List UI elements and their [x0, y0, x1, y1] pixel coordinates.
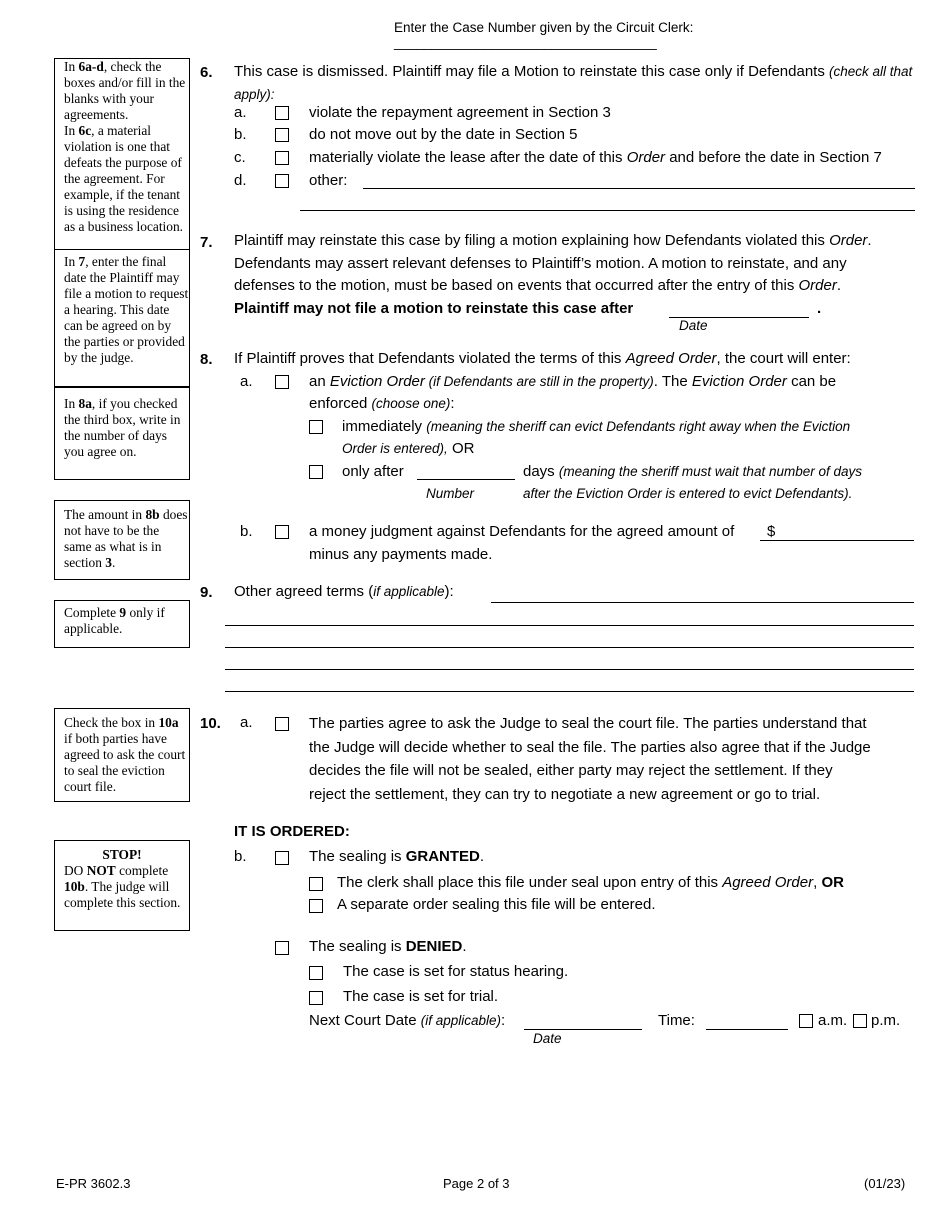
- footer-form-number: E-PR 3602.3: [56, 1176, 131, 1191]
- dollar-sign: $: [767, 523, 776, 540]
- footer-page-number: Page 2 of 3: [443, 1176, 510, 1191]
- option-immediately-line-2: Order is entered), OR: [342, 440, 475, 457]
- item-6b-text: do not move out by the date in Section 5: [309, 126, 578, 143]
- case-number-label: Enter the Case Number given by the Circuit Clerk: ___________________________________: [394, 20, 694, 50]
- checkbox-10a[interactable]: [275, 717, 289, 731]
- item-6d-letter: d.: [234, 172, 247, 189]
- checkbox-sealing-denied[interactable]: [275, 941, 289, 955]
- checkbox-am[interactable]: [799, 1014, 813, 1028]
- item-6b-letter: b.: [234, 126, 247, 143]
- other-terms-line-1[interactable]: [491, 602, 914, 603]
- number-caption: Number: [426, 486, 475, 501]
- it-is-ordered: IT IS ORDERED:: [234, 823, 350, 840]
- item-6d-text: other:: [309, 172, 348, 189]
- checkbox-sealing-granted[interactable]: [275, 851, 289, 865]
- status-hearing-text: The case is set for status hearing.: [343, 963, 569, 980]
- sealing-granted-label: The sealing is GRANTED.: [309, 848, 485, 865]
- section-7-period: .: [817, 300, 822, 317]
- checkbox-8a[interactable]: [275, 375, 289, 389]
- note-stop: STOP! DO NOT complete 10b. The judge will complete this section.: [54, 840, 190, 931]
- section-9-label: Other agreed terms (if applicable):: [234, 583, 454, 600]
- other-terms-line-2[interactable]: [225, 625, 914, 626]
- note-8b: The amount in 8b does not have to be the same as what is in section 3.: [54, 500, 190, 580]
- section-6-number: 6.: [200, 64, 213, 81]
- time-label: Time:: [658, 1012, 695, 1029]
- other-line-1[interactable]: [363, 188, 915, 189]
- note-9: Complete 9 only if applicable.: [54, 600, 190, 648]
- pm-label: p.m.: [871, 1012, 901, 1029]
- footer-revision: (01/23): [864, 1176, 906, 1191]
- checkbox-clerk-seal[interactable]: [309, 877, 323, 891]
- checkbox-8a-immediately[interactable]: [309, 420, 323, 434]
- section-7-number: 7.: [200, 234, 213, 251]
- section-9-number: 9.: [200, 584, 213, 601]
- section-8-number: 8.: [200, 351, 213, 368]
- item-8b-line-2: minus any payments made.: [309, 546, 493, 563]
- trial-text: The case is set for trial.: [343, 988, 499, 1005]
- time-field[interactable]: [706, 1029, 788, 1030]
- clerk-seal-text: The clerk shall place this file under seal upon entry of this Agreed Order, OR: [337, 874, 844, 891]
- next-court-date-field[interactable]: [524, 1029, 642, 1030]
- other-terms-line-3[interactable]: [225, 647, 914, 648]
- section-6-intro: This case is dismissed. Plaintiff may file a Motion to reinstate this case only if Defendants (check all that apply):: [234, 63, 913, 102]
- note-10a: Check the box in 10a if both parties have agreed to ask the court to seal the eviction court file.: [54, 708, 190, 802]
- checkbox-separate-order[interactable]: [309, 899, 323, 913]
- note-6: In 6a-d, check the boxes and/or fill in the blanks with your agreements. In 6c, a material violation is one that defeats the purpose of the agreement. For example, if the tenant is using the residence as a business location.: [54, 58, 190, 250]
- other-terms-line-4[interactable]: [225, 669, 914, 670]
- checkbox-status-hearing[interactable]: [309, 966, 323, 980]
- option-only-after-text-1: days (meaning the sheriff must wait that number of days: [523, 463, 863, 480]
- date-caption-10: Date: [533, 1031, 562, 1046]
- item-8a-line-2: enforced (choose one):: [309, 395, 455, 412]
- next-court-date-label: Next Court Date (if applicable):: [309, 1012, 506, 1029]
- item-6c-letter: c.: [234, 149, 246, 166]
- checkbox-6a[interactable]: [275, 106, 289, 120]
- item-8a-letter: a.: [240, 373, 253, 390]
- item-8b-line-1: a money judgment against Defendants for the agreed amount of: [309, 523, 735, 540]
- other-terms-line-5[interactable]: [225, 691, 914, 692]
- checkbox-8a-only-after[interactable]: [309, 465, 323, 479]
- checkbox-6d[interactable]: [275, 174, 289, 188]
- section-7-line-2: Defendants may assert relevant defenses to Plaintiff’s motion. A motion to reinstate, and any: [234, 255, 847, 272]
- item-10a-letter: a.: [240, 714, 253, 731]
- checkbox-pm[interactable]: [853, 1014, 867, 1028]
- section-7-line-1: Plaintiff may reinstate this case by filing a motion explaining how Defendants violated this Order.: [234, 232, 872, 249]
- section-7-line-4: Plaintiff may not file a motion to reinstate this case after: [234, 300, 634, 317]
- checkbox-trial[interactable]: [309, 991, 323, 1005]
- option-only-after-label: only after: [342, 463, 404, 480]
- section-8-intro: If Plaintiff proves that Defendants violated the terms of this Agreed Order, the court will enter:: [234, 350, 851, 367]
- checkbox-6b[interactable]: [275, 128, 289, 142]
- item-8b-letter: b.: [240, 523, 253, 540]
- note-7: In 7, enter the final date the Plaintiff may file a motion to request a hearing. This date can be agreed on by the parties or provided by the judge.: [54, 250, 190, 387]
- am-label: a.m.: [818, 1012, 848, 1029]
- note-8a: In 8a, if you checked the third box, write in the number of days you agree on.: [54, 387, 190, 480]
- section-10-number: 10.: [200, 715, 221, 732]
- item-10a-text: The parties agree to ask the Judge to seal the court file. The parties understand that the Judge will decide whether to seal the file. The parties also agree that if the Judge decides the file will not be sealed, either party may reject the settlement. If they reject the settlement, they can try to negotiate a new agreement or go to trial.: [309, 715, 871, 803]
- option-immediately-line-1: immediately (meaning the sheriff can evict Defendants right away when the Eviction: [342, 418, 851, 435]
- checkbox-6c[interactable]: [275, 151, 289, 165]
- sealing-denied-label: The sealing is DENIED.: [309, 938, 467, 955]
- section-7-line-3: defenses to the motion, must be based on events that occurred after the entry of this Order.: [234, 277, 842, 294]
- date-caption-7: Date: [679, 318, 708, 333]
- option-only-after-text-2: after the Eviction Order is entered to evict Defendants).: [523, 486, 853, 501]
- checkbox-8b[interactable]: [275, 525, 289, 539]
- item-8a-line-1: an Eviction Order (if Defendants are still in the property). The Eviction Order can be: [309, 373, 837, 390]
- money-judgment-field[interactable]: [760, 540, 914, 541]
- item-6c-text: materially violate the lease after the date of this Order and before the date in Section 7: [309, 149, 882, 166]
- item-6a-text: violate the repayment agreement in Section 3: [309, 104, 611, 121]
- item-10b-letter: b.: [234, 848, 247, 865]
- separate-order-text: A separate order sealing this file will be entered.: [337, 896, 656, 913]
- item-6a-letter: a.: [234, 104, 247, 121]
- days-number-field[interactable]: [417, 479, 515, 480]
- other-line-2[interactable]: [300, 210, 915, 211]
